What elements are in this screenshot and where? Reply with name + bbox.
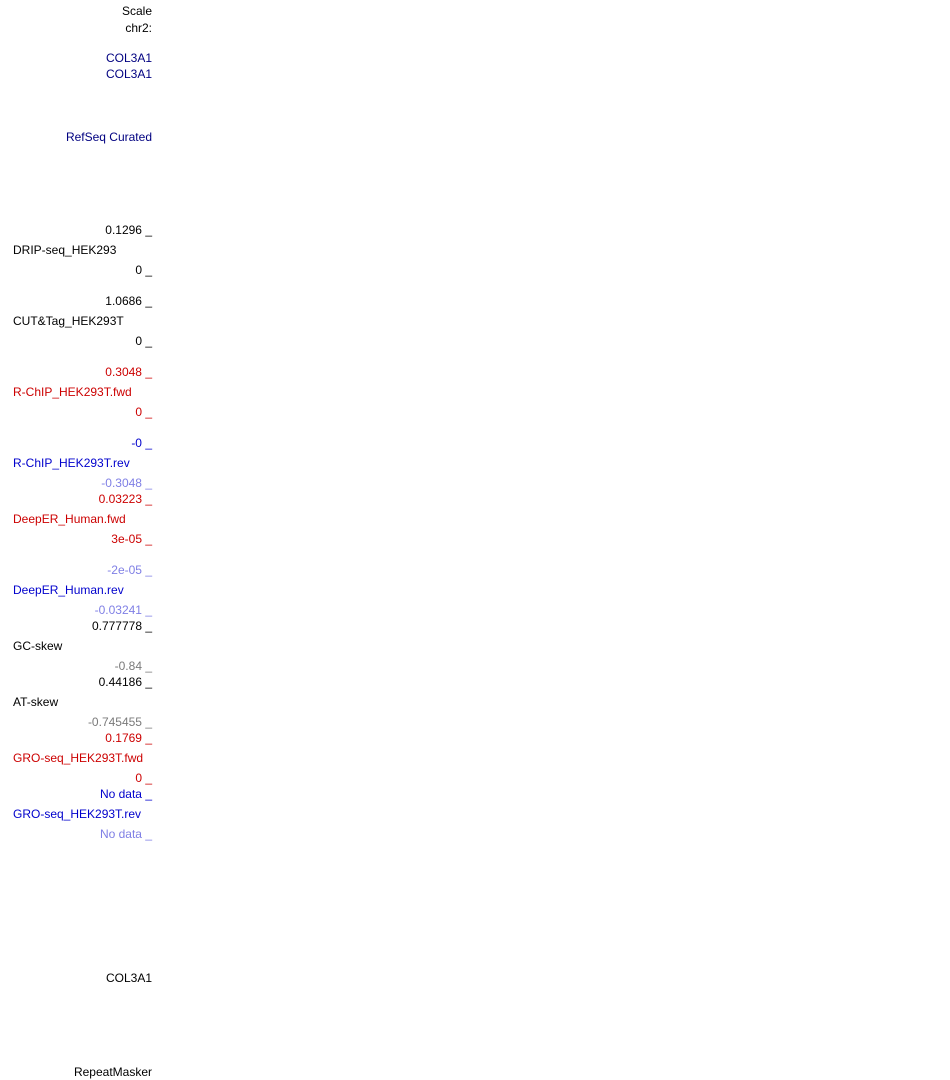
at-skew-track-label[interactable]: AT-skew <box>13 695 59 709</box>
gro-seq-fwd-max-value: 0.1769 _ <box>105 731 152 745</box>
gc-skew-track-label[interactable]: GC-skew <box>13 639 63 653</box>
r-chip-rev-min-value: -0.3048 _ <box>101 476 152 490</box>
r-chip-fwd-min-value: 0 _ <box>135 405 152 419</box>
gc-skew-min-value: -0.84 _ <box>114 659 152 673</box>
chromosome-label: chr2: <box>125 21 152 35</box>
at-skew-max-value: 0.44186 _ <box>98 675 152 689</box>
refseq-curated-track-label[interactable]: RefSeq Curated <box>65 130 152 144</box>
deeper-fwd-max-value: 0.03223 _ <box>98 492 152 506</box>
cut-tag-max-value: 1.0686 _ <box>105 294 152 308</box>
gene-label-col3a1-2[interactable]: COL3A1 <box>105 67 152 81</box>
deeper-fwd-track-label[interactable]: DeepER_Human.fwd <box>13 512 126 526</box>
r-chip-rev-track-label[interactable]: R-ChIP_HEK293T.rev <box>13 456 130 470</box>
gro-seq-rev-track-label[interactable]: GRO-seq_HEK293T.rev <box>13 807 142 821</box>
drip-seq-track-label[interactable]: DRIP-seq_HEK293 <box>13 243 117 257</box>
scale-label: Scale <box>121 4 152 18</box>
deeper-rev-max-value: -2e-05 _ <box>107 563 152 577</box>
gro-seq-rev-max-value: No data _ <box>99 787 152 801</box>
drip-seq-max-value: 0.1296 _ <box>105 223 152 237</box>
gc-skew-max-value: 0.777778 _ <box>91 619 152 633</box>
r-chip-fwd-max-value: 0.3048 _ <box>105 365 152 379</box>
gro-seq-fwd-min-value: 0 _ <box>135 771 152 785</box>
deeper-fwd-min-value: 3e-05 _ <box>111 532 152 546</box>
repeatmasker-track-label[interactable]: RepeatMasker <box>73 1065 152 1079</box>
gro-seq-rev-min-value: No data _ <box>99 827 152 841</box>
gene-label-col3a1[interactable]: COL3A1 <box>105 51 152 65</box>
cut-tag-track-label[interactable]: CUT&Tag_HEK293T <box>13 314 124 328</box>
at-skew-min-value: -0.745455 _ <box>87 715 152 729</box>
deeper-rev-track-label[interactable]: DeepER_Human.rev <box>13 583 124 597</box>
bottom-gene-label-col3a1[interactable]: COL3A1 <box>105 971 152 985</box>
deeper-rev-min-value: -0.03241 _ <box>94 603 152 617</box>
r-chip-fwd-track-label[interactable]: R-ChIP_HEK293T.fwd <box>13 385 132 399</box>
drip-seq-min-value: 0 _ <box>135 263 152 277</box>
gro-seq-fwd-track-label[interactable]: GRO-seq_HEK293T.fwd <box>13 751 144 765</box>
cut-tag-min-value: 0 _ <box>135 334 152 348</box>
r-chip-rev-max-value: -0 _ <box>131 436 152 450</box>
